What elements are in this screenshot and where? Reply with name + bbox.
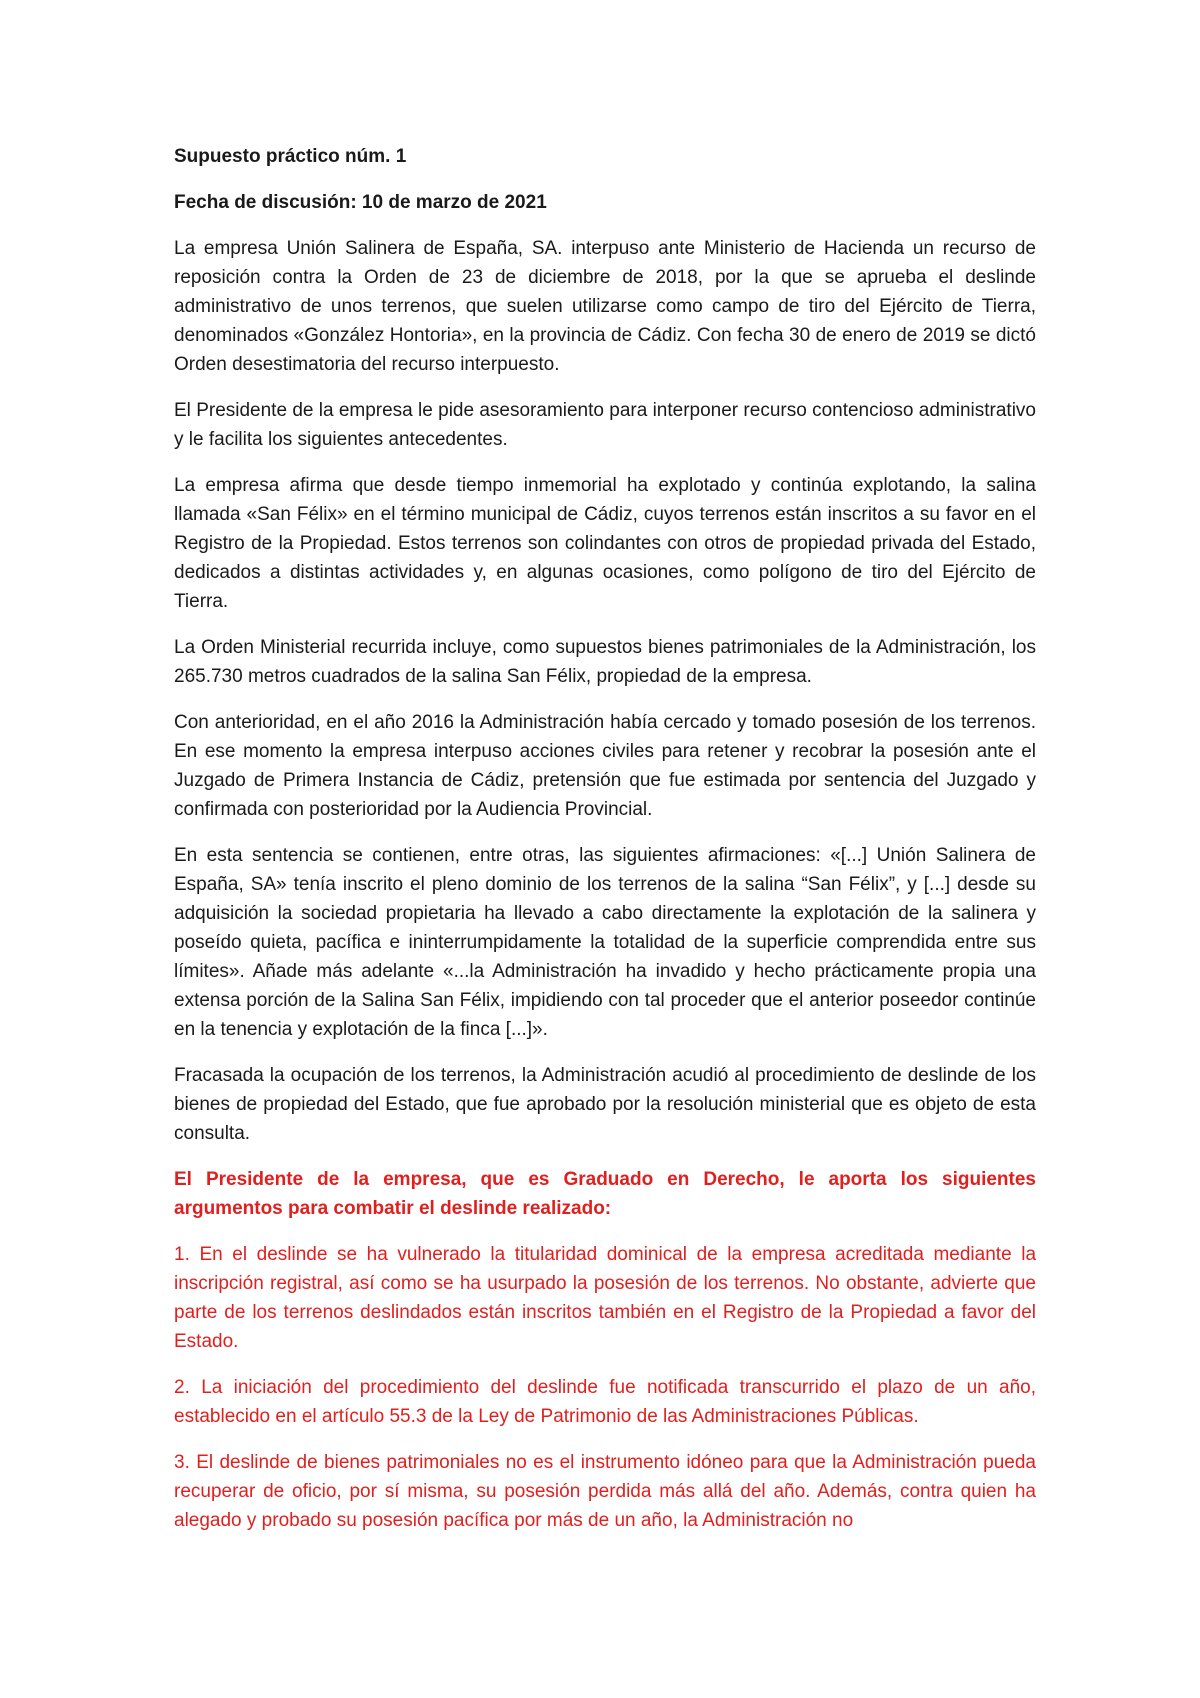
argument-number: 1. xyxy=(174,1244,190,1265)
argument-item xyxy=(174,1373,1036,1431)
argument-number: 2. xyxy=(174,1377,190,1398)
argument-number: 3. xyxy=(174,1452,190,1473)
paragraph-ministerial-order: La Orden Ministerial recurrida incluye, como supuestos bienes patrimoniales de la Administración, los 265.730 metros cuadrados de la salina San Félix, propiedad de la empresa. xyxy=(174,637,1036,687)
paragraph-request: El Presidente de la empresa le pide asesoramiento para interponer recurso contencioso administrativo y le facilita los siguientes antecedentes. xyxy=(174,400,1036,450)
discussion-date: Fecha de discusión: 10 de marzo de 2021 xyxy=(174,192,547,213)
document-body xyxy=(174,142,1036,1552)
argument-text: En el deslinde se ha vulnerado la titularidad dominical de la empresa acreditada mediante la inscripción registral, así como se ha usurpado la posesión de los terrenos. No obstante, advierte que parte de los terrenos deslindados están inscritos también en el Registro de la Propiedad a favor del Estado. xyxy=(174,1244,1037,1352)
argument-text: El deslinde de bienes patrimoniales no es el instrumento idóneo para que la Administración pueda recuperar de oficio, por sí misma, su posesión perdida más allá del año. Además, contra quien ha alegado y probado su posesión pacífica por más de un año, la Administración no xyxy=(174,1452,1036,1531)
argument-item xyxy=(174,1240,1036,1356)
paragraph-sentence: En esta sentencia se contienen, entre otras, las siguientes afirmaciones: «[...] Unión Salinera de España, SA» tenía inscrito el pleno dominio de los terrenos de la salina “San Félix”, y [...] desde su adquisición la sociedad propietaria ha llevado a cabo directamente la explotación de la salinera y poseído quieta, pacífica e ininterrumpidamente la totalidad de la superficie comprendida entre sus límites». Añade más adelante «...la Administración ha invadido y hecho prácticamente propia una extensa porción de la Salina San Félix, impidiendo con tal proceder que el anterior poseedor continúe en la tenencia y explotación de la finca [...]». xyxy=(174,845,1036,1040)
document-heading: Supuesto práctico núm. 1 xyxy=(174,146,407,167)
arguments-intro: El Presidente de la empresa, que es Graduado en Derecho, le aporta los siguientes argumentos para combatir el deslinde realizado: xyxy=(174,1169,1036,1219)
argument-item xyxy=(174,1448,1036,1535)
paragraph-deslinde: Fracasada la ocupación de los terrenos, la Administración acudió al procedimiento de deslinde de los bienes de propiedad del Estado, que fue aprobado por la resolución ministerial que es objeto de esta consulta. xyxy=(174,1065,1036,1144)
paragraph-background: La empresa Unión Salinera de España, SA. interpuso ante Ministerio de Hacienda un recurso de reposición contra la Orden de 23 de diciembre de 2018, por la que se aprueba el deslinde administrativo de unos terrenos, que suelen utilizarse como campo de tiro del Ejército de Tierra, denominados «González Hontoria», en la provincia de Cádiz. Con fecha 30 de enero de 2019 se dictó Orden desestimatoria del recurso interpuesto. xyxy=(174,238,1036,375)
argument-text: La iniciación del procedimiento del deslinde fue notificada transcurrido el plazo de un año, establecido en el artículo 55.3 de la Ley de Patrimonio de las Administraciones Públicas. xyxy=(174,1377,1037,1427)
paragraph-prior-actions: Con anterioridad, en el año 2016 la Administración había cercado y tomado posesión de los terrenos. En ese momento la empresa interpuso acciones civiles para retener y recobrar la posesión ante el Juzgado de Primera Instancia de Cádiz, pretensión que fue estimada por sentencia del Juzgado y confirmada con posterioridad por la Audiencia Provincial. xyxy=(174,712,1036,820)
paragraph-company-claim: La empresa afirma que desde tiempo inmemorial ha explotado y continúa explotando, la salina llamada «San Félix» en el término municipal de Cádiz, cuyos terrenos están inscritos a su favor en el Registro de la Propiedad. Estos terrenos son colindantes con otros de propiedad privada del Estado, dedicados a distintas actividades y, en algunas ocasiones, como polígono de tiro del Ejército de Tierra. xyxy=(174,475,1036,612)
